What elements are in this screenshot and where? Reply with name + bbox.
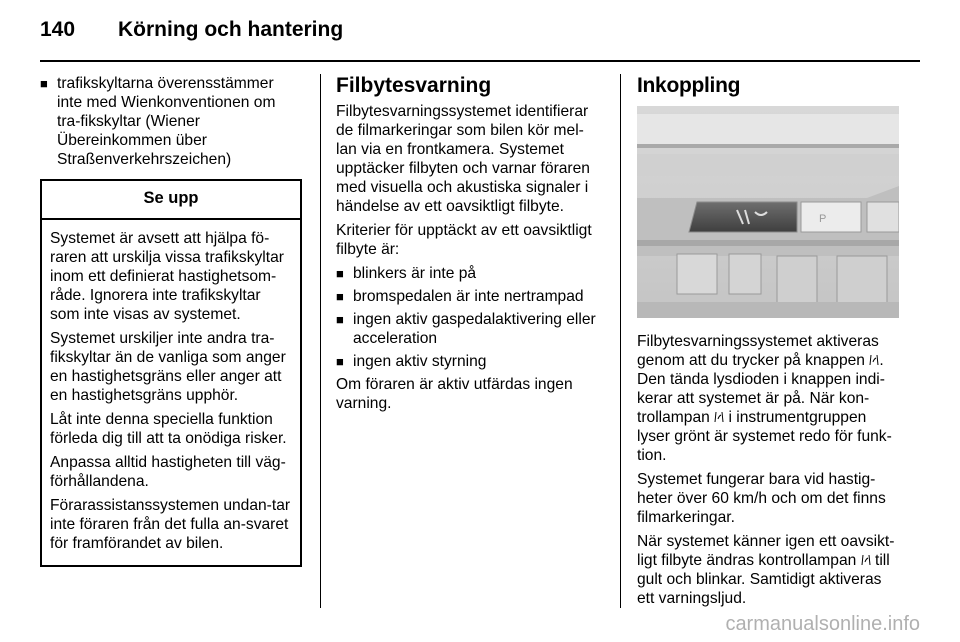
page-number: 140 — [40, 18, 76, 41]
body-text: När systemet känner igen ett oavsikt-ligt filbyte ändras kontrollampan — [637, 533, 895, 569]
body-paragraph: Kriterier för upptäckt av ett oavsiktligt filbyte är: — [336, 222, 592, 258]
list-item — [40, 74, 302, 169]
bullet-marker: ■ — [336, 289, 344, 304]
watermark: carmanualsonline.info — [725, 613, 920, 635]
bullet-marker: ■ — [336, 354, 344, 369]
bullet-text: bromspedalen är inte nertrampad — [353, 288, 584, 305]
bullet-text: blinkers är inte på — [353, 265, 477, 282]
caution-paragraph: Systemet urskiljer inte andra tra-fikskyltar än de vanliga som anger en hastighetsgräns eller anger att en hastighetsgräns upphör. — [50, 330, 286, 404]
column-left — [40, 74, 302, 567]
body-paragraph: Filbytesvarningssystemet identifierar de filmarkeringar som bilen kör mel-lan via en frontkamera. Systemet upptäcker filbyten och varnar föraren med visuella och akustiska signaler i händelse av ett oavsiktligt filbyte. — [336, 103, 590, 215]
body-paragraph: Om föraren är aktiv utfärdas ingen varning. — [336, 376, 573, 412]
caution-body — [42, 220, 300, 565]
caution-paragraph: Systemet är avsett att hjälpa fö-raren att urskilja vissa trafikskyltar inom ett definierat hastighetsom-råde. Ignorera inte trafikskyltar som inte visas av systemet. — [50, 230, 284, 323]
lane-departure-icon — [714, 411, 724, 423]
bullet-marker: ■ — [336, 266, 344, 281]
body-paragraph — [637, 532, 903, 608]
body-text: i instrumentgruppen lyser grönt är systemet redo för funk-tion. — [637, 409, 892, 464]
body-paragraph: Systemet fungerar bara vid hastig-heter över 60 km/h och om det finns filmarkeringar. — [637, 471, 886, 526]
section-heading: Filbytesvarning — [336, 74, 492, 97]
bullet-marker: ■ — [336, 312, 344, 327]
column-right — [637, 74, 903, 613]
column-divider — [320, 74, 321, 608]
dashboard-button-photo — [637, 106, 899, 318]
column-middle — [336, 74, 604, 418]
svg-text:P: P — [819, 213, 827, 225]
page-header — [40, 18, 343, 42]
list-item — [336, 264, 604, 283]
bullet-text: ingen aktiv styrning — [353, 353, 487, 370]
body-text: till gult och blinkar. Samtidigt aktiveras ett varningsljud. — [637, 552, 890, 607]
chapter-title: Körning och hantering — [118, 18, 344, 41]
list-item — [336, 352, 604, 371]
caution-paragraph: Låt inte denna speciella funktion förleda dig till att ta onödiga risker. — [50, 411, 287, 447]
header-rule — [40, 60, 920, 62]
caution-paragraph: Anpassa alltid hastigheten till väg-förhållandena. — [50, 454, 286, 490]
section-heading: Inkoppling — [637, 74, 741, 97]
caution-paragraph: Förarassistanssystemen undan-tar inte föraren från det fulla an-svaret för framförandet av bilen. — [50, 497, 291, 552]
list-item — [336, 310, 604, 348]
lane-departure-icon — [869, 354, 879, 366]
body-paragraph — [637, 332, 903, 465]
body-text: Filbytesvarningssystemet aktiveras genom att du trycker på knappen — [637, 333, 879, 369]
body-text: . Den tända lysdioden i knappen indi-kerar att systemet är på. När kon-trollampan — [637, 352, 885, 426]
column-divider — [620, 74, 621, 608]
bullet-text: ingen aktiv gaspedalaktivering eller acceleration — [353, 311, 596, 347]
caution-box — [40, 179, 302, 567]
lane-departure-icon — [861, 554, 871, 566]
bullet-text: trafikskyltarna överensstämmer inte med Wienkonventionen om tra-fikskyltar (Wiener Übereinkommen über Straßenverkehrszeichen) — [57, 75, 276, 168]
caution-title: Se upp — [42, 181, 300, 220]
list-item — [336, 287, 604, 306]
bullet-marker: ■ — [40, 76, 48, 91]
